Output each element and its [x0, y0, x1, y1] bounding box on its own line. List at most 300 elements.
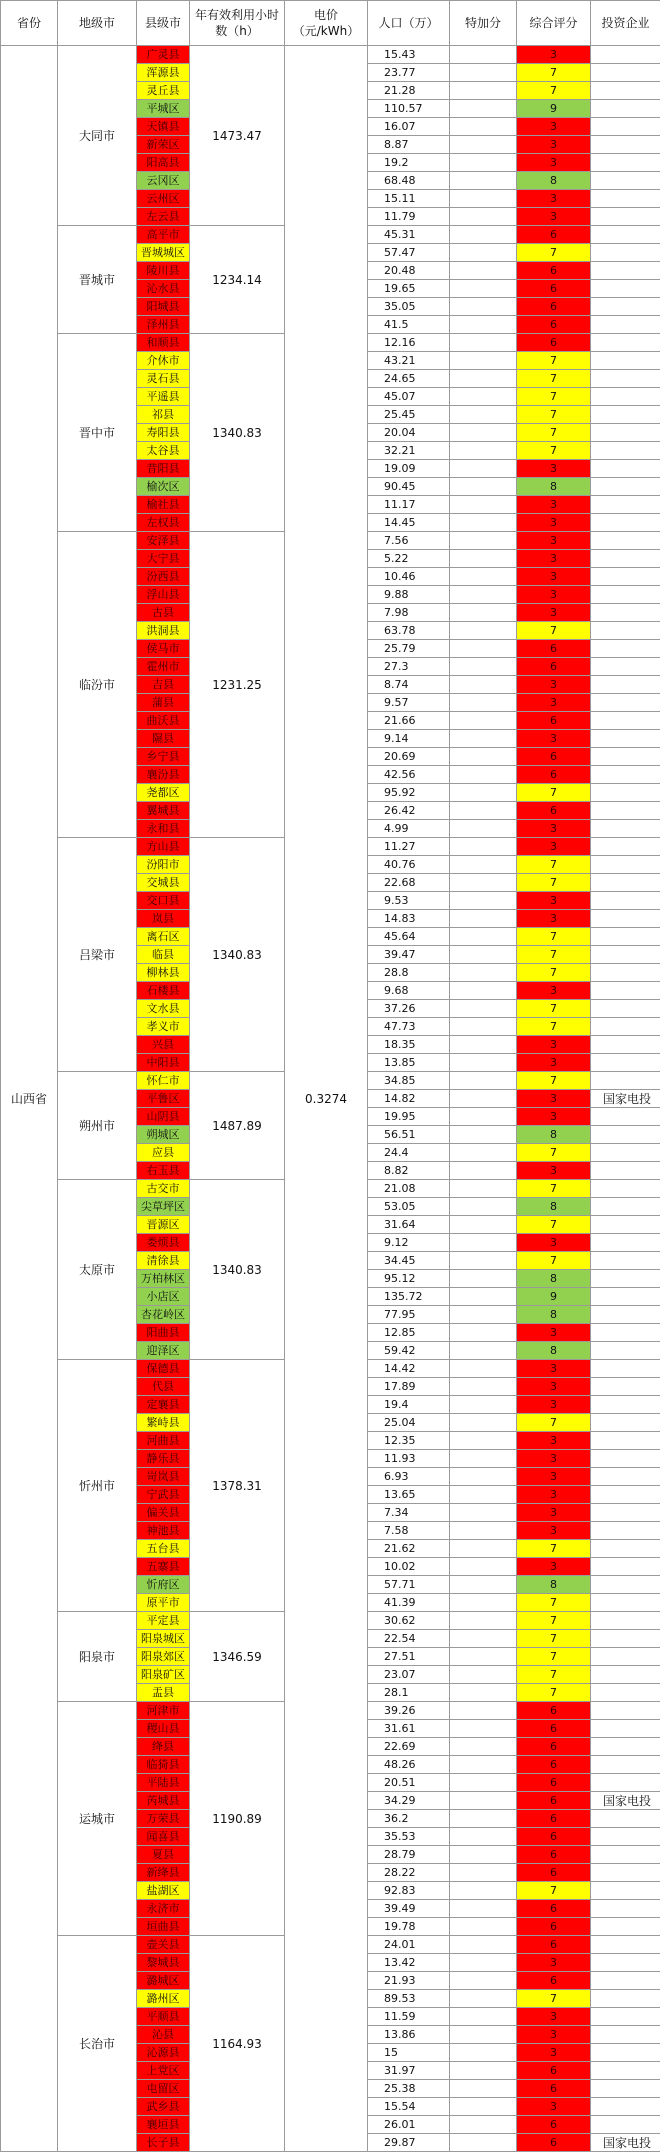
population-cell[interactable]: 9.14: [368, 730, 450, 748]
bonus-cell[interactable]: [450, 784, 517, 802]
investor-cell[interactable]: [591, 1864, 660, 1882]
population-cell[interactable]: 77.95: [368, 1306, 450, 1324]
score-cell[interactable]: 3: [517, 838, 591, 856]
bonus-cell[interactable]: [450, 496, 517, 514]
investor-cell[interactable]: [591, 838, 660, 856]
population-cell[interactable]: 7.56: [368, 532, 450, 550]
bonus-cell[interactable]: [450, 694, 517, 712]
bonus-cell[interactable]: [450, 2044, 517, 2062]
population-cell[interactable]: 31.61: [368, 1720, 450, 1738]
score-cell[interactable]: 3: [517, 1522, 591, 1540]
score-cell[interactable]: 3: [517, 1090, 591, 1108]
county-cell[interactable]: 平城区: [137, 100, 190, 118]
investor-cell[interactable]: [591, 1360, 660, 1378]
bonus-cell[interactable]: [450, 1252, 517, 1270]
score-cell[interactable]: 6: [517, 262, 591, 280]
bonus-cell[interactable]: [450, 1144, 517, 1162]
bonus-cell[interactable]: [450, 964, 517, 982]
score-cell[interactable]: 6: [517, 1972, 591, 1990]
bonus-cell[interactable]: [450, 1180, 517, 1198]
population-cell[interactable]: 9.57: [368, 694, 450, 712]
bonus-cell[interactable]: [450, 1900, 517, 1918]
population-cell[interactable]: 40.76: [368, 856, 450, 874]
score-cell[interactable]: 3: [517, 1468, 591, 1486]
investor-cell[interactable]: [591, 1540, 660, 1558]
population-cell[interactable]: 8.82: [368, 1162, 450, 1180]
annual-hours-cell[interactable]: 1164.93: [190, 1936, 285, 2152]
city-cell[interactable]: 朔州市: [58, 1072, 137, 1180]
investor-cell[interactable]: [591, 1990, 660, 2008]
county-cell[interactable]: 夏县: [137, 1846, 190, 1864]
population-cell[interactable]: 23.07: [368, 1666, 450, 1684]
bonus-cell[interactable]: [450, 1954, 517, 1972]
investor-cell[interactable]: [591, 1774, 660, 1792]
score-cell[interactable]: 6: [517, 2080, 591, 2098]
population-cell[interactable]: 25.79: [368, 640, 450, 658]
investor-cell[interactable]: [591, 946, 660, 964]
county-cell[interactable]: 灵石县: [137, 370, 190, 388]
bonus-cell[interactable]: [450, 1414, 517, 1432]
header-prefecture-city[interactable]: 地级市: [58, 1, 137, 46]
score-cell[interactable]: 7: [517, 352, 591, 370]
investor-cell[interactable]: [591, 1468, 660, 1486]
investor-cell[interactable]: [591, 1000, 660, 1018]
county-cell[interactable]: 交城县: [137, 874, 190, 892]
investor-cell[interactable]: [591, 406, 660, 424]
county-cell[interactable]: 岢岚县: [137, 1468, 190, 1486]
population-cell[interactable]: 26.42: [368, 802, 450, 820]
score-cell[interactable]: 3: [517, 1954, 591, 1972]
county-cell[interactable]: 中阳县: [137, 1054, 190, 1072]
investor-cell[interactable]: [591, 748, 660, 766]
county-cell[interactable]: 大宁县: [137, 550, 190, 568]
score-cell[interactable]: 3: [517, 46, 591, 64]
investor-cell[interactable]: [591, 2080, 660, 2098]
bonus-cell[interactable]: [450, 1036, 517, 1054]
score-cell[interactable]: 8: [517, 1270, 591, 1288]
county-cell[interactable]: 五寨县: [137, 1558, 190, 1576]
population-cell[interactable]: 68.48: [368, 172, 450, 190]
score-cell[interactable]: 7: [517, 1414, 591, 1432]
investor-cell[interactable]: [591, 1810, 660, 1828]
bonus-cell[interactable]: [450, 910, 517, 928]
county-cell[interactable]: 兴县: [137, 1036, 190, 1054]
header-population[interactable]: 人口（万）: [368, 1, 450, 46]
score-cell[interactable]: 7: [517, 928, 591, 946]
population-cell[interactable]: 39.26: [368, 1702, 450, 1720]
county-cell[interactable]: 襄垣县: [137, 2116, 190, 2134]
county-cell[interactable]: 忻府区: [137, 1576, 190, 1594]
score-cell[interactable]: 6: [517, 748, 591, 766]
county-cell[interactable]: 沁水县: [137, 280, 190, 298]
investor-cell[interactable]: [591, 910, 660, 928]
population-cell[interactable]: 10.02: [368, 1558, 450, 1576]
score-cell[interactable]: 6: [517, 658, 591, 676]
county-cell[interactable]: 广灵县: [137, 46, 190, 64]
county-cell[interactable]: 祁县: [137, 406, 190, 424]
county-cell[interactable]: 乡宁县: [137, 748, 190, 766]
investor-cell[interactable]: [591, 964, 660, 982]
investor-cell[interactable]: [591, 280, 660, 298]
score-cell[interactable]: 7: [517, 1018, 591, 1036]
bonus-cell[interactable]: [450, 928, 517, 946]
county-cell[interactable]: 文水县: [137, 1000, 190, 1018]
population-cell[interactable]: 21.62: [368, 1540, 450, 1558]
province-cell[interactable]: 山西省: [1, 46, 58, 2152]
investor-cell[interactable]: [591, 2026, 660, 2044]
investor-cell[interactable]: [591, 1036, 660, 1054]
annual-hours-cell[interactable]: 1473.47: [190, 46, 285, 226]
population-cell[interactable]: 21.08: [368, 1180, 450, 1198]
score-cell[interactable]: 6: [517, 1792, 591, 1810]
county-cell[interactable]: 阳城县: [137, 298, 190, 316]
county-cell[interactable]: 新荣区: [137, 136, 190, 154]
population-cell[interactable]: 6.93: [368, 1468, 450, 1486]
county-cell[interactable]: 泽州县: [137, 316, 190, 334]
bonus-cell[interactable]: [450, 586, 517, 604]
investor-cell[interactable]: [591, 802, 660, 820]
population-cell[interactable]: 22.54: [368, 1630, 450, 1648]
score-cell[interactable]: 6: [517, 1702, 591, 1720]
city-cell[interactable]: 长治市: [58, 1936, 137, 2152]
population-cell[interactable]: 20.69: [368, 748, 450, 766]
bonus-cell[interactable]: [450, 280, 517, 298]
population-cell[interactable]: 9.53: [368, 892, 450, 910]
county-cell[interactable]: 平遥县: [137, 388, 190, 406]
county-cell[interactable]: 垣曲县: [137, 1918, 190, 1936]
investor-cell[interactable]: [591, 1126, 660, 1144]
bonus-cell[interactable]: [450, 424, 517, 442]
county-cell[interactable]: 黎城县: [137, 1954, 190, 1972]
population-cell[interactable]: 28.1: [368, 1684, 450, 1702]
population-cell[interactable]: 39.49: [368, 1900, 450, 1918]
county-cell[interactable]: 方山县: [137, 838, 190, 856]
bonus-cell[interactable]: [450, 604, 517, 622]
city-cell[interactable]: 吕梁市: [58, 838, 137, 1072]
score-cell[interactable]: 7: [517, 442, 591, 460]
investor-cell[interactable]: [591, 64, 660, 82]
header-county[interactable]: 县级市: [137, 1, 190, 46]
score-cell[interactable]: 8: [517, 1576, 591, 1594]
investor-cell[interactable]: [591, 856, 660, 874]
investor-cell[interactable]: [591, 46, 660, 64]
population-cell[interactable]: 34.85: [368, 1072, 450, 1090]
bonus-cell[interactable]: [450, 1918, 517, 1936]
investor-cell[interactable]: [591, 1180, 660, 1198]
population-cell[interactable]: 15.54: [368, 2098, 450, 2116]
county-cell[interactable]: 潞城区: [137, 1972, 190, 1990]
population-cell[interactable]: 21.93: [368, 1972, 450, 1990]
investor-cell[interactable]: [591, 568, 660, 586]
investor-cell[interactable]: [591, 100, 660, 118]
bonus-cell[interactable]: [450, 874, 517, 892]
population-cell[interactable]: 11.27: [368, 838, 450, 856]
city-cell[interactable]: 运城市: [58, 1702, 137, 1936]
county-cell[interactable]: 隰县: [137, 730, 190, 748]
bonus-cell[interactable]: [450, 676, 517, 694]
score-cell[interactable]: 3: [517, 1162, 591, 1180]
investor-cell[interactable]: [591, 1666, 660, 1684]
population-cell[interactable]: 21.28: [368, 82, 450, 100]
investor-cell[interactable]: [591, 1954, 660, 1972]
county-cell[interactable]: 沁源县: [137, 2044, 190, 2062]
population-cell[interactable]: 11.93: [368, 1450, 450, 1468]
score-cell[interactable]: 8: [517, 1306, 591, 1324]
annual-hours-cell[interactable]: 1340.83: [190, 334, 285, 532]
investor-cell[interactable]: [591, 820, 660, 838]
county-cell[interactable]: 阳泉矿区: [137, 1666, 190, 1684]
score-cell[interactable]: 7: [517, 64, 591, 82]
county-cell[interactable]: 左权县: [137, 514, 190, 532]
investor-cell[interactable]: [591, 622, 660, 640]
score-cell[interactable]: 6: [517, 316, 591, 334]
score-cell[interactable]: 7: [517, 964, 591, 982]
annual-hours-cell[interactable]: 1487.89: [190, 1072, 285, 1180]
population-cell[interactable]: 35.53: [368, 1828, 450, 1846]
county-cell[interactable]: 芮城县: [137, 1792, 190, 1810]
bonus-cell[interactable]: [450, 1486, 517, 1504]
score-cell[interactable]: 8: [517, 1342, 591, 1360]
bonus-cell[interactable]: [450, 1684, 517, 1702]
county-cell[interactable]: 古交市: [137, 1180, 190, 1198]
investor-cell[interactable]: [591, 1612, 660, 1630]
population-cell[interactable]: 24.65: [368, 370, 450, 388]
investor-cell[interactable]: [591, 1738, 660, 1756]
investor-cell[interactable]: [591, 658, 660, 676]
county-cell[interactable]: 迎泽区: [137, 1342, 190, 1360]
bonus-cell[interactable]: [450, 748, 517, 766]
investor-cell[interactable]: [591, 1216, 660, 1234]
county-cell[interactable]: 阳泉城区: [137, 1630, 190, 1648]
population-cell[interactable]: 13.65: [368, 1486, 450, 1504]
investor-cell[interactable]: [591, 388, 660, 406]
bonus-cell[interactable]: [450, 226, 517, 244]
population-cell[interactable]: 20.51: [368, 1774, 450, 1792]
bonus-cell[interactable]: [450, 172, 517, 190]
score-cell[interactable]: 3: [517, 1360, 591, 1378]
county-cell[interactable]: 河曲县: [137, 1432, 190, 1450]
population-cell[interactable]: 23.77: [368, 64, 450, 82]
county-cell[interactable]: 晋源区: [137, 1216, 190, 1234]
population-cell[interactable]: 11.79: [368, 208, 450, 226]
county-cell[interactable]: 石楼县: [137, 982, 190, 1000]
population-cell[interactable]: 16.07: [368, 118, 450, 136]
county-cell[interactable]: 昔阳县: [137, 460, 190, 478]
county-cell[interactable]: 绛县: [137, 1738, 190, 1756]
bonus-cell[interactable]: [450, 1990, 517, 2008]
score-cell[interactable]: 3: [517, 1378, 591, 1396]
bonus-cell[interactable]: [450, 1270, 517, 1288]
score-cell[interactable]: 7: [517, 784, 591, 802]
score-cell[interactable]: 6: [517, 334, 591, 352]
investor-cell[interactable]: [591, 1702, 660, 1720]
score-cell[interactable]: 7: [517, 874, 591, 892]
score-cell[interactable]: 7: [517, 82, 591, 100]
bonus-cell[interactable]: [450, 1342, 517, 1360]
bonus-cell[interactable]: [450, 1396, 517, 1414]
population-cell[interactable]: 13.42: [368, 1954, 450, 1972]
bonus-cell[interactable]: [450, 1630, 517, 1648]
score-cell[interactable]: 3: [517, 1450, 591, 1468]
bonus-cell[interactable]: [450, 1432, 517, 1450]
investor-cell[interactable]: [591, 892, 660, 910]
bonus-cell[interactable]: [450, 820, 517, 838]
county-cell[interactable]: 娄烦县: [137, 1234, 190, 1252]
population-cell[interactable]: 9.88: [368, 586, 450, 604]
score-cell[interactable]: 7: [517, 1144, 591, 1162]
investor-cell[interactable]: [591, 1450, 660, 1468]
county-cell[interactable]: 蒲县: [137, 694, 190, 712]
score-cell[interactable]: 3: [517, 1234, 591, 1252]
population-cell[interactable]: 19.78: [368, 1918, 450, 1936]
score-cell[interactable]: 7: [517, 388, 591, 406]
county-cell[interactable]: 静乐县: [137, 1450, 190, 1468]
investor-cell[interactable]: [591, 1288, 660, 1306]
county-cell[interactable]: 阳高县: [137, 154, 190, 172]
population-cell[interactable]: 24.01: [368, 1936, 450, 1954]
population-cell[interactable]: 12.85: [368, 1324, 450, 1342]
investor-cell[interactable]: [591, 460, 660, 478]
bonus-cell[interactable]: [450, 442, 517, 460]
bonus-cell[interactable]: [450, 244, 517, 262]
investor-cell[interactable]: [591, 190, 660, 208]
population-cell[interactable]: 5.22: [368, 550, 450, 568]
population-cell[interactable]: 15: [368, 2044, 450, 2062]
city-cell[interactable]: 晋城市: [58, 226, 137, 334]
bonus-cell[interactable]: [450, 1720, 517, 1738]
population-cell[interactable]: 29.87: [368, 2134, 450, 2152]
investor-cell[interactable]: [591, 1432, 660, 1450]
score-cell[interactable]: 3: [517, 1486, 591, 1504]
investor-cell[interactable]: [591, 1684, 660, 1702]
score-cell[interactable]: 6: [517, 1828, 591, 1846]
score-cell[interactable]: 3: [517, 532, 591, 550]
population-cell[interactable]: 9.68: [368, 982, 450, 1000]
city-cell[interactable]: 阳泉市: [58, 1612, 137, 1702]
investor-cell[interactable]: [591, 1018, 660, 1036]
population-cell[interactable]: 35.05: [368, 298, 450, 316]
population-cell[interactable]: 34.29: [368, 1792, 450, 1810]
score-cell[interactable]: 6: [517, 1774, 591, 1792]
investor-cell[interactable]: [591, 766, 660, 784]
score-cell[interactable]: 6: [517, 766, 591, 784]
score-cell[interactable]: 6: [517, 802, 591, 820]
annual-hours-cell[interactable]: 1340.83: [190, 838, 285, 1072]
county-cell[interactable]: 小店区: [137, 1288, 190, 1306]
bonus-cell[interactable]: [450, 352, 517, 370]
score-cell[interactable]: 3: [517, 1324, 591, 1342]
population-cell[interactable]: 19.09: [368, 460, 450, 478]
investor-cell[interactable]: [591, 352, 660, 370]
bonus-cell[interactable]: [450, 1216, 517, 1234]
bonus-cell[interactable]: [450, 262, 517, 280]
population-cell[interactable]: 24.4: [368, 1144, 450, 1162]
population-cell[interactable]: 25.45: [368, 406, 450, 424]
investor-cell[interactable]: [591, 442, 660, 460]
bonus-cell[interactable]: [450, 1558, 517, 1576]
bonus-cell[interactable]: [450, 1234, 517, 1252]
score-cell[interactable]: 7: [517, 1072, 591, 1090]
header-annual-hours[interactable]: 年有效利用小时数（h）: [190, 1, 285, 46]
population-cell[interactable]: 14.42: [368, 1360, 450, 1378]
bonus-cell[interactable]: [450, 1522, 517, 1540]
county-cell[interactable]: 武乡县: [137, 2098, 190, 2116]
score-cell[interactable]: 6: [517, 1810, 591, 1828]
county-cell[interactable]: 离石区: [137, 928, 190, 946]
score-cell[interactable]: 3: [517, 604, 591, 622]
score-cell[interactable]: 7: [517, 1540, 591, 1558]
investor-cell[interactable]: [591, 1846, 660, 1864]
bonus-cell[interactable]: [450, 82, 517, 100]
population-cell[interactable]: 57.47: [368, 244, 450, 262]
county-cell[interactable]: 安泽县: [137, 532, 190, 550]
county-cell[interactable]: 霍州市: [137, 658, 190, 676]
bonus-cell[interactable]: [450, 1108, 517, 1126]
population-cell[interactable]: 45.64: [368, 928, 450, 946]
bonus-cell[interactable]: [450, 478, 517, 496]
score-cell[interactable]: 7: [517, 1666, 591, 1684]
county-cell[interactable]: 浑源县: [137, 64, 190, 82]
investor-cell[interactable]: [591, 478, 660, 496]
county-cell[interactable]: 朔城区: [137, 1126, 190, 1144]
population-cell[interactable]: 48.26: [368, 1756, 450, 1774]
bonus-cell[interactable]: [450, 1774, 517, 1792]
county-cell[interactable]: 洪洞县: [137, 622, 190, 640]
population-cell[interactable]: 15.11: [368, 190, 450, 208]
investor-cell[interactable]: [591, 1576, 660, 1594]
population-cell[interactable]: 14.45: [368, 514, 450, 532]
population-cell[interactable]: 41.5: [368, 316, 450, 334]
bonus-cell[interactable]: [450, 1612, 517, 1630]
county-cell[interactable]: 五台县: [137, 1540, 190, 1558]
population-cell[interactable]: 36.2: [368, 1810, 450, 1828]
county-cell[interactable]: 尧都区: [137, 784, 190, 802]
population-cell[interactable]: 8.74: [368, 676, 450, 694]
bonus-cell[interactable]: [450, 712, 517, 730]
population-cell[interactable]: 59.42: [368, 1342, 450, 1360]
population-cell[interactable]: 11.59: [368, 2008, 450, 2026]
bonus-cell[interactable]: [450, 1576, 517, 1594]
population-cell[interactable]: 12.16: [368, 334, 450, 352]
population-cell[interactable]: 32.21: [368, 442, 450, 460]
bonus-cell[interactable]: [450, 2026, 517, 2044]
investor-cell[interactable]: [591, 1972, 660, 1990]
population-cell[interactable]: 20.48: [368, 262, 450, 280]
population-cell[interactable]: 25.04: [368, 1414, 450, 1432]
investor-cell[interactable]: [591, 2116, 660, 2134]
bonus-cell[interactable]: [450, 118, 517, 136]
bonus-cell[interactable]: [450, 1936, 517, 1954]
county-cell[interactable]: 宁武县: [137, 1486, 190, 1504]
investor-cell[interactable]: [591, 226, 660, 244]
county-cell[interactable]: 曲沃县: [137, 712, 190, 730]
investor-cell[interactable]: [591, 154, 660, 172]
county-cell[interactable]: 榆次区: [137, 478, 190, 496]
investor-cell[interactable]: [591, 676, 660, 694]
bonus-cell[interactable]: [450, 190, 517, 208]
population-cell[interactable]: 21.66: [368, 712, 450, 730]
bonus-cell[interactable]: [450, 2098, 517, 2116]
population-cell[interactable]: 19.4: [368, 1396, 450, 1414]
bonus-cell[interactable]: [450, 154, 517, 172]
score-cell[interactable]: 3: [517, 730, 591, 748]
bonus-cell[interactable]: [450, 1126, 517, 1144]
population-cell[interactable]: 47.73: [368, 1018, 450, 1036]
county-cell[interactable]: 临猗县: [137, 1756, 190, 1774]
bonus-cell[interactable]: [450, 532, 517, 550]
county-cell[interactable]: 云州区: [137, 190, 190, 208]
investor-cell[interactable]: 国家电投: [591, 1792, 660, 1810]
